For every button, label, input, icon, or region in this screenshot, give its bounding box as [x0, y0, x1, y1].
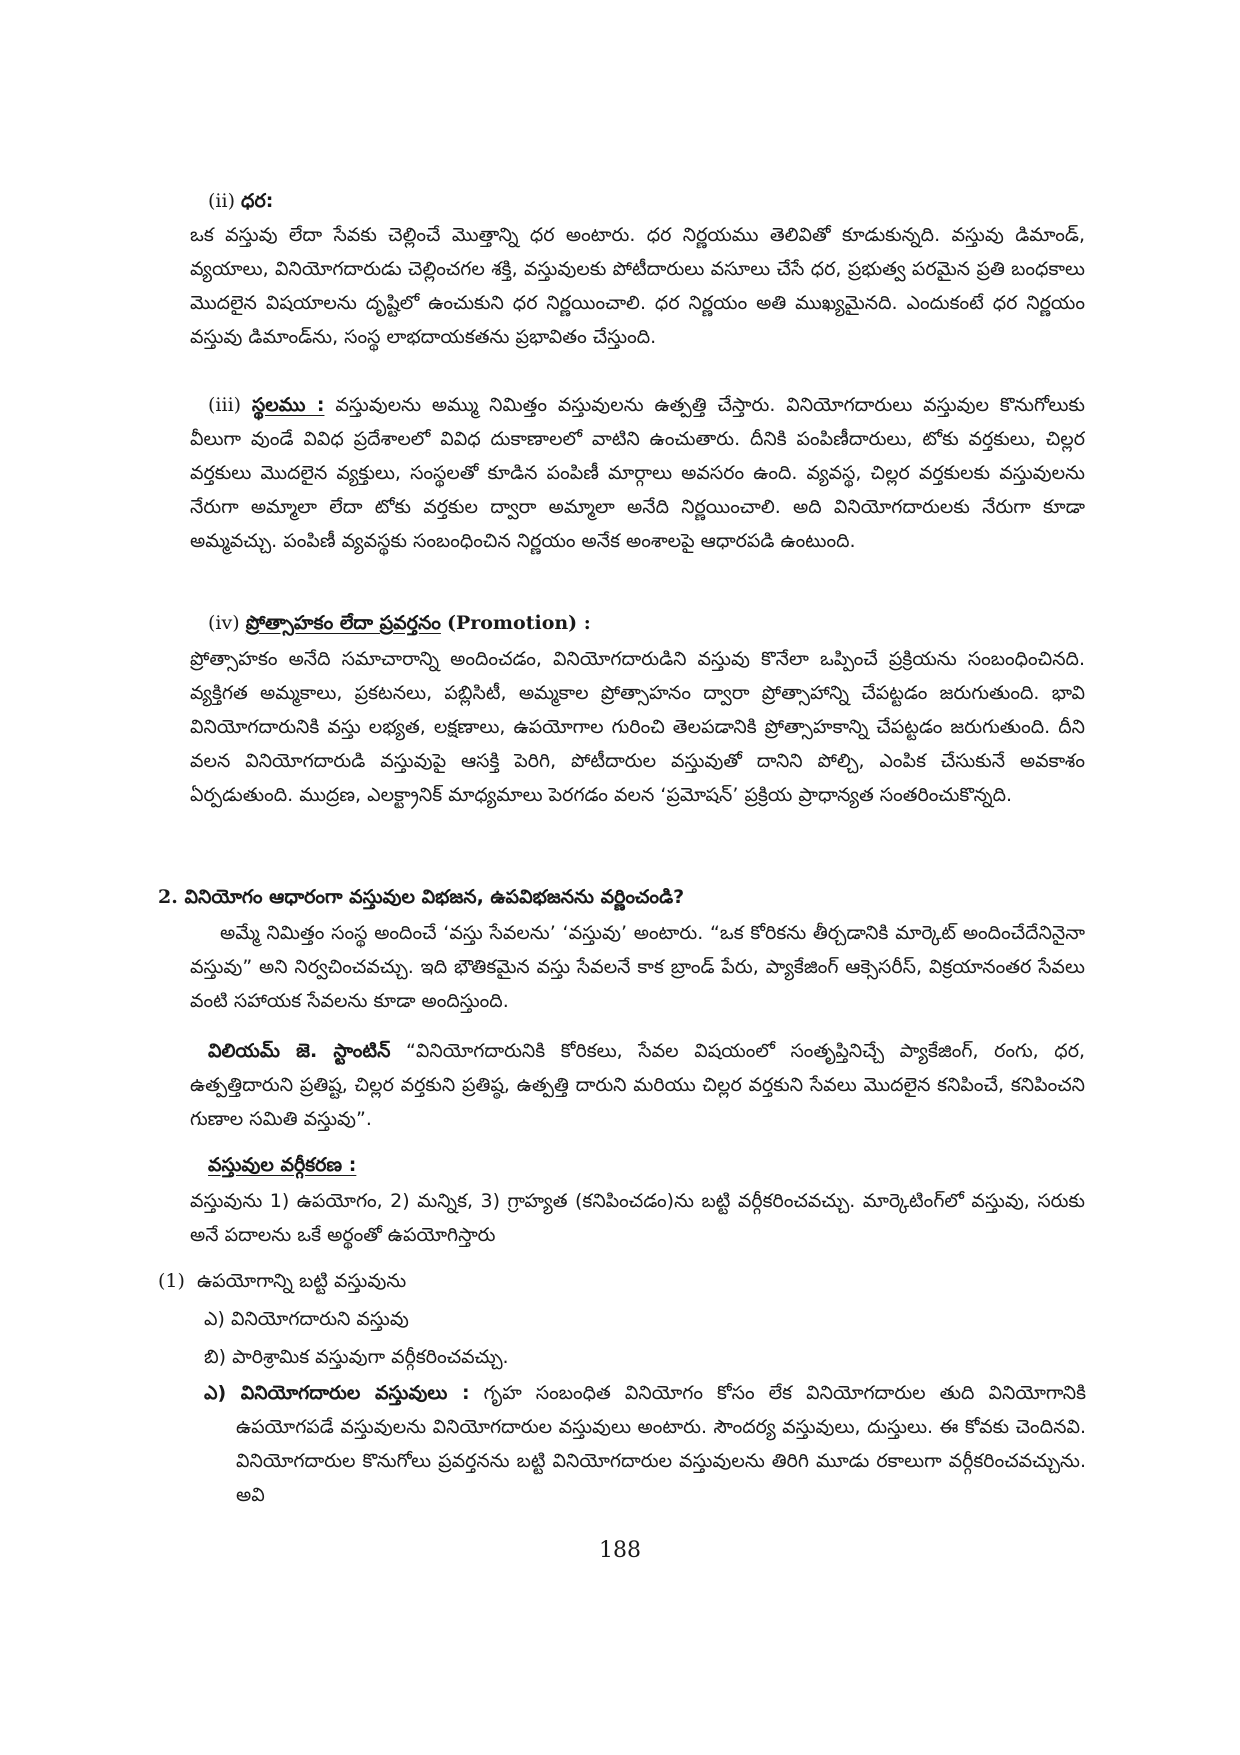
page-number: 188 [599, 1538, 641, 1563]
consumer-goods-text: గృహ సంబంధిత వినియోగం కోసం లేక వినియోగదారుల తుది వినియోగానికి ఉపయోగపడే వస్తువులను వినియోగదారుల వస్తువులు అంటారు. సౌందర్య వస్తువులు, దుస్తులు. ఈ కోవకు చెందినవి. వినియోగదారుల కొనుగోలు ప్రవర్తనను బట్టి వినియోగదారుల వస్తువులను తిరిగి మూడు రకాలుగా వర్గీకరించవచ్చును. అవి [236, 1382, 1087, 1506]
price-paragraph: ఒక వస్తువు లేదా సేవకు చెల్లించే మొత్తాన్ని ధర అంటారు. ధర నిర్ణయము తెలివితో కూడుకున్నది. వస్తువు డిమాండ్, వ్యయాలు, వినియోగదారుడు చెల్లించగల శక్తి, వస్తువులకు పోటీదారులు వసూలు చేసే ధర, ప్రభుత్వ పరమైన ప్రతి బంధకాలు మొదలైన విషయాలను దృష్టిలో ఉంచుకుని ధర నిర్ణయించాలి. ధర నిర్ణయం అతి ముఖ్యమైనది. ఎందుకంటే ధర నిర్ణయం వస్తువు డిమాండ్‌ను, సంస్థ లాభదాయకతను ప్రభావితం చేస్తుంది. [190, 224, 1085, 348]
section-heading-promotion [208, 606, 1058, 640]
question-number: 2. [158, 886, 178, 908]
stanton-definition-paragraph [190, 1034, 1085, 1136]
stanton-quote: “వినియోగదారునికి కోరికలు, సేవల విషయంలో సంతృప్తినిచ్చే ప్యాకేజింగ్, రంగు, ధర, ఉత్పత్తిదారుని ప్రతిష్ట, చిల్లర వర్తకుని ప్రతిష్ఠ, ఉత్పత్తి దారుని మరియు చిల్లర వర్తకుని సేవలు మొదలైన కనిపించే, కనిపించని గుణాల సమితి వస్తువు”. [190, 1040, 1086, 1130]
question-text: వినియోగం ఆధారంగా వస్తువుల విభజన, ఉపవిభజనను వర్ణించండి? [184, 886, 685, 908]
consumer-goods-paragraph [204, 1376, 1087, 1512]
classification-heading: వస్తువుల వర్గీకరణ : [208, 1154, 357, 1176]
consumer-goods-heading: ఎ) వినియోగదారుల వస్తువులు : [204, 1382, 470, 1404]
place-text: వస్తువులను అమ్ము నిమిత్తం వస్తువులను ఉత్పత్తి చేస్తారు. వినియోగదారులు వస్తువుల కొనుగోలుకు వీలుగా వుండే వివిధ ప్రదేశాలలో వివిధ దుకాణాలలో వాటిని ఉంచుతారు. దీనికి పంపిణీదారులు, టోకు వర్తకులు, చిల్లర వర్తకులు మొదలైన వ్యక్తులు, సంస్థలతో కూడిన పంపిణీ మార్గాలు అవసరం ఉంది. వ్యవస్థ, చిల్లర వర్తకులకు వస్తువులను నేరుగా అమ్మాలా లేదా టోకు వర్తకుల ద్వారా అమ్మాలా అనేది నిర్ణయించాలి. అది వినియోగదారులకు నేరుగా కూడా అమ్మవచ్చు. పంపిణీ వ్యవస్థకు సంబంధించిన నిర్ణయం అనేక అంశాలపై ఆధారపడి ఉంటుంది. [190, 394, 1085, 552]
list-subitem-b: బి) పారిశ్రామిక వస్తువుగా వర్గీకరించవచ్చు. [204, 1346, 509, 1368]
question-heading [158, 880, 1078, 914]
place-paragraph [190, 388, 1085, 558]
promotion-paragraph: ప్రోత్సాహకం అనేది సమాచారాన్ని అందించడం, వినియోగదారుడిని వస్తువు కొనేలా ఒప్పించే ప్రక్రియను సంబంధించినది. వ్యక్తిగత అమ్మకాలు, ప్రకటనలు, పబ్లిసిటీ, అమ్మకాల ప్రోత్సాహనం ద్వారా ప్రోత్సాహాన్ని చేపట్టడం జరుగుతుంది. భావి వినియోగదారునికి వస్తు లభ్యత, లక్షణాలు, ఉపయోగాల గురించి తెలపడానికి ప్రోత్సాహకాన్ని చేపట్టడం జరుగుతుంది. దీని వలన వినియోగదారుడి వస్తువుపై ఆసక్తి పెరిగి, పోటీదారుల వస్తువుతో దానిని పోల్చి, ఎంపిక చేసుకునే అవకాశం ఏర్పడుతుంది. ముద్రణ, ఎలక్ట్రానిక్ మాధ్యమాలు పెరగడం వలన ‘ప్రమోషన్’ ప్రక్రియ ప్రాధాన్యత సంతరించుకొన్నది. [190, 648, 1085, 806]
author-name: విలియమ్ జె. స్టాంటిన్ [208, 1040, 391, 1062]
list-item-usage [158, 1264, 958, 1298]
classification-paragraph: వస్తువును 1) ఉపయోగం, 2) మన్నిక, 3) గ్రాహ్యత (కనిపించడం)ను బట్టి వర్గీకరించవచ్చు. మార్కెటింగ్‌లో వస్తువు, సరుకు అనే పదాలను ఒకే అర్థంతో ఉపయోగిస్తారు [190, 1190, 1085, 1246]
list-text: ఉపయోగాన్ని బట్టి వస్తువును [197, 1270, 407, 1292]
section-number: (iv) [208, 612, 240, 634]
product-definition-paragraph: అమ్మే నిమిత్తం సంస్థ అందించే ‘వస్తు సేవలను’ ‘వస్తువు’ అంటారు. “ఒక కోరికను తీర్చడానికి మార్కెట్ అందించేదేనినైనా వస్తువు” అని నిర్వచించవచ్చు. ఇది భౌతికమైన వస్తు సేవలనే కాక బ్రాండ్ పేరు, ప్యాకేజింగ్ ఆక్సెసరీస్, విక్రయానంతర సేవలు వంటి సహాయక సేవలను కూడా అందిస్తుంది. [190, 922, 1085, 1012]
section-number: (ii) [208, 190, 235, 212]
list-subitem-a: ఎ) వినియోగదారుని వస్తువు [204, 1308, 409, 1330]
section-title: ధర: [241, 190, 274, 212]
section-title-english: (Promotion) : [446, 612, 591, 634]
section-number: (iii) [208, 394, 242, 416]
list-number: (1) [158, 1270, 185, 1292]
section-heading-price [208, 184, 1008, 218]
section-title: స్థలము : [251, 394, 325, 416]
section-title: ప్రోత్సాహకం లేదా ప్రవర్తనం [245, 612, 441, 634]
